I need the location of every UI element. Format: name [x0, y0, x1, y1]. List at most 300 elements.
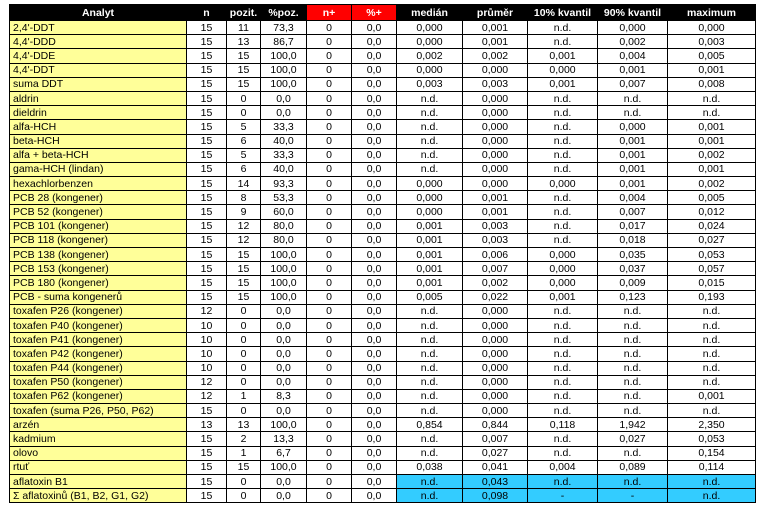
- value-cell-median: n.d.: [397, 106, 463, 120]
- value-cell-n-plus: 0: [307, 77, 352, 91]
- value-cell-n-plus: 0: [307, 177, 352, 191]
- value-cell-pozit: 12: [227, 233, 261, 247]
- value-cell-kvantil-10: 0,000: [528, 177, 598, 191]
- value-cell-maximum: n.d.: [668, 318, 756, 332]
- value-cell-kvantil-10: n.d.: [528, 106, 598, 120]
- value-cell-pct-plus: 0,0: [352, 91, 397, 105]
- value-cell-pozit: 9: [227, 205, 261, 219]
- value-cell-median: n.d.: [397, 389, 463, 403]
- value-cell-pct-plus: 0,0: [352, 35, 397, 49]
- value-cell-kvantil-10: n.d.: [528, 120, 598, 134]
- value-cell-maximum: 0,027: [668, 233, 756, 247]
- value-cell-pct-poz: 0,0: [261, 489, 307, 503]
- analyte-cell: 4,4'-DDD: [10, 35, 187, 49]
- value-cell-n: 15: [187, 49, 227, 63]
- table-row: [10, 418, 756, 432]
- value-cell-maximum: 0,005: [668, 191, 756, 205]
- value-cell-pozit: 0: [227, 304, 261, 318]
- value-cell-median: 0,000: [397, 21, 463, 35]
- value-cell-pct-plus: 0,0: [352, 446, 397, 460]
- value-cell-n-plus: 0: [307, 49, 352, 63]
- analyte-cell: suma DDT: [10, 77, 187, 91]
- value-cell-prumer: 0,000: [463, 63, 528, 77]
- value-cell-prumer: 0,022: [463, 290, 528, 304]
- value-cell-pct-plus: 0,0: [352, 233, 397, 247]
- value-cell-n: 15: [187, 475, 227, 489]
- value-cell-n: 15: [187, 120, 227, 134]
- header-analyt: Analyt: [10, 5, 187, 21]
- header-prumer: průměr: [463, 5, 528, 21]
- value-cell-prumer: 0,007: [463, 262, 528, 276]
- value-cell-prumer: 0,003: [463, 233, 528, 247]
- value-cell-maximum: 0,001: [668, 63, 756, 77]
- table-row: [10, 191, 756, 205]
- value-cell-pozit: 0: [227, 333, 261, 347]
- value-cell-pct-plus: 0,0: [352, 318, 397, 332]
- value-cell-n-plus: 0: [307, 35, 352, 49]
- value-cell-pct-plus: 0,0: [352, 162, 397, 176]
- value-cell-kvantil-90: n.d.: [598, 347, 668, 361]
- value-cell-median: 0,854: [397, 418, 463, 432]
- value-cell-pct-poz: 100,0: [261, 49, 307, 63]
- value-cell-n-plus: 0: [307, 191, 352, 205]
- table-row: [10, 276, 756, 290]
- value-cell-n-plus: 0: [307, 418, 352, 432]
- value-cell-prumer: 0,000: [463, 333, 528, 347]
- value-cell-maximum: 0,193: [668, 290, 756, 304]
- analyte-cell: gama-HCH (lindan): [10, 162, 187, 176]
- value-cell-n-plus: 0: [307, 262, 352, 276]
- value-cell-maximum: 0,001: [668, 162, 756, 176]
- value-cell-pct-poz: 33,3: [261, 120, 307, 134]
- results-table: [9, 4, 756, 503]
- value-cell-pozit: 5: [227, 148, 261, 162]
- results-table-wrapper: [9, 4, 756, 503]
- value-cell-pozit: 15: [227, 276, 261, 290]
- value-cell-n-plus: 0: [307, 120, 352, 134]
- value-cell-kvantil-90: n.d.: [598, 304, 668, 318]
- header-maximum: maximum: [668, 5, 756, 21]
- value-cell-kvantil-90: 0,123: [598, 290, 668, 304]
- value-cell-n: 15: [187, 148, 227, 162]
- value-cell-pozit: 15: [227, 49, 261, 63]
- value-cell-kvantil-90: 1,942: [598, 418, 668, 432]
- value-cell-pct-plus: 0,0: [352, 375, 397, 389]
- value-cell-kvantil-10: 0,000: [528, 63, 598, 77]
- value-cell-n: 10: [187, 318, 227, 332]
- value-cell-pozit: 0: [227, 318, 261, 332]
- value-cell-prumer: 0,000: [463, 134, 528, 148]
- value-cell-pct-poz: 6,7: [261, 446, 307, 460]
- value-cell-prumer: 0,000: [463, 389, 528, 403]
- value-cell-median: n.d.: [397, 475, 463, 489]
- analyte-cell: Σ aflatoxinů (B1, B2, G1, G2): [10, 489, 187, 503]
- table-row: [10, 148, 756, 162]
- value-cell-pct-poz: 0,0: [261, 91, 307, 105]
- value-cell-pozit: 0: [227, 489, 261, 503]
- value-cell-kvantil-10: n.d.: [528, 333, 598, 347]
- value-cell-kvantil-90: n.d.: [598, 91, 668, 105]
- value-cell-n-plus: 0: [307, 233, 352, 247]
- value-cell-maximum: 0,154: [668, 446, 756, 460]
- header-kvantil-10: 10% kvantil: [528, 5, 598, 21]
- value-cell-kvantil-10: 0,001: [528, 49, 598, 63]
- value-cell-maximum: n.d.: [668, 361, 756, 375]
- value-cell-kvantil-10: -: [528, 489, 598, 503]
- analyte-cell: hexachlorbenzen: [10, 177, 187, 191]
- value-cell-median: n.d.: [397, 162, 463, 176]
- value-cell-pct-plus: 0,0: [352, 205, 397, 219]
- value-cell-kvantil-90: 0,002: [598, 35, 668, 49]
- value-cell-pct-plus: 0,0: [352, 219, 397, 233]
- value-cell-n: 15: [187, 404, 227, 418]
- value-cell-maximum: n.d.: [668, 91, 756, 105]
- value-cell-pct-poz: 40,0: [261, 162, 307, 176]
- value-cell-median: n.d.: [397, 375, 463, 389]
- value-cell-prumer: 0,001: [463, 205, 528, 219]
- value-cell-n-plus: 0: [307, 432, 352, 446]
- value-cell-n-plus: 0: [307, 63, 352, 77]
- value-cell-pct-poz: 73,3: [261, 21, 307, 35]
- analyte-cell: aldrin: [10, 91, 187, 105]
- value-cell-kvantil-10: n.d.: [528, 233, 598, 247]
- value-cell-pozit: 0: [227, 361, 261, 375]
- value-cell-pozit: 2: [227, 432, 261, 446]
- value-cell-kvantil-90: 0,001: [598, 134, 668, 148]
- value-cell-pct-poz: 100,0: [261, 290, 307, 304]
- value-cell-kvantil-90: 0,007: [598, 77, 668, 91]
- value-cell-n-plus: 0: [307, 148, 352, 162]
- value-cell-prumer: 0,000: [463, 304, 528, 318]
- value-cell-pct-plus: 0,0: [352, 460, 397, 474]
- value-cell-median: n.d.: [397, 361, 463, 375]
- value-cell-pozit: 15: [227, 77, 261, 91]
- value-cell-n-plus: 0: [307, 276, 352, 290]
- value-cell-pct-poz: 0,0: [261, 404, 307, 418]
- value-cell-median: n.d.: [397, 489, 463, 503]
- value-cell-pct-poz: 86,7: [261, 35, 307, 49]
- value-cell-kvantil-90: -: [598, 489, 668, 503]
- value-cell-kvantil-90: 0,001: [598, 148, 668, 162]
- value-cell-n: 10: [187, 333, 227, 347]
- value-cell-pct-plus: 0,0: [352, 120, 397, 134]
- table-row: [10, 120, 756, 134]
- table-row: [10, 262, 756, 276]
- value-cell-pct-plus: 0,0: [352, 177, 397, 191]
- value-cell-pct-poz: 0,0: [261, 347, 307, 361]
- analyte-cell: PCB 180 (kongener): [10, 276, 187, 290]
- value-cell-prumer: 0,000: [463, 106, 528, 120]
- value-cell-n-plus: 0: [307, 404, 352, 418]
- value-cell-pct-plus: 0,0: [352, 134, 397, 148]
- value-cell-pct-plus: 0,0: [352, 361, 397, 375]
- table-row: [10, 205, 756, 219]
- value-cell-n: 10: [187, 347, 227, 361]
- value-cell-maximum: 0,012: [668, 205, 756, 219]
- value-cell-maximum: n.d.: [668, 304, 756, 318]
- value-cell-prumer: 0,041: [463, 460, 528, 474]
- table-row: [10, 361, 756, 375]
- value-cell-prumer: 0,000: [463, 91, 528, 105]
- value-cell-pozit: 13: [227, 418, 261, 432]
- value-cell-pct-poz: 0,0: [261, 361, 307, 375]
- value-cell-median: 0,000: [397, 177, 463, 191]
- value-cell-kvantil-10: n.d.: [528, 91, 598, 105]
- analyte-cell: PCB 138 (kongener): [10, 248, 187, 262]
- value-cell-kvantil-10: n.d.: [528, 389, 598, 403]
- value-cell-kvantil-10: 0,004: [528, 460, 598, 474]
- header-pozit: pozit.: [227, 5, 261, 21]
- value-cell-pozit: 1: [227, 446, 261, 460]
- value-cell-kvantil-90: n.d.: [598, 446, 668, 460]
- value-cell-n-plus: 0: [307, 21, 352, 35]
- value-cell-n-plus: 0: [307, 475, 352, 489]
- value-cell-pct-plus: 0,0: [352, 49, 397, 63]
- value-cell-pozit: 0: [227, 347, 261, 361]
- value-cell-n-plus: 0: [307, 106, 352, 120]
- value-cell-pct-poz: 100,0: [261, 276, 307, 290]
- value-cell-maximum: 0,008: [668, 77, 756, 91]
- value-cell-pozit: 14: [227, 177, 261, 191]
- value-cell-n: 15: [187, 290, 227, 304]
- value-cell-pct-poz: 40,0: [261, 134, 307, 148]
- value-cell-kvantil-10: n.d.: [528, 361, 598, 375]
- table-row: [10, 21, 756, 35]
- value-cell-pozit: 1: [227, 389, 261, 403]
- table-row: [10, 460, 756, 474]
- value-cell-pct-poz: 0,0: [261, 475, 307, 489]
- value-cell-maximum: 0,002: [668, 177, 756, 191]
- value-cell-n: 12: [187, 375, 227, 389]
- value-cell-maximum: n.d.: [668, 475, 756, 489]
- value-cell-n-plus: 0: [307, 389, 352, 403]
- value-cell-maximum: 0,001: [668, 120, 756, 134]
- value-cell-prumer: 0,000: [463, 148, 528, 162]
- value-cell-kvantil-90: 0,001: [598, 63, 668, 77]
- table-row: [10, 233, 756, 247]
- value-cell-prumer: 0,000: [463, 404, 528, 418]
- value-cell-prumer: 0,000: [463, 347, 528, 361]
- value-cell-prumer: 0,001: [463, 21, 528, 35]
- value-cell-n-plus: 0: [307, 248, 352, 262]
- value-cell-median: 0,000: [397, 205, 463, 219]
- value-cell-kvantil-10: 0,000: [528, 248, 598, 262]
- value-cell-pozit: 6: [227, 134, 261, 148]
- table-row: [10, 389, 756, 403]
- value-cell-median: n.d.: [397, 148, 463, 162]
- value-cell-prumer: 0,002: [463, 49, 528, 63]
- value-cell-pct-plus: 0,0: [352, 148, 397, 162]
- table-row: [10, 375, 756, 389]
- value-cell-pozit: 6: [227, 162, 261, 176]
- value-cell-n: 15: [187, 446, 227, 460]
- value-cell-pozit: 8: [227, 191, 261, 205]
- value-cell-median: n.d.: [397, 347, 463, 361]
- value-cell-pct-plus: 0,0: [352, 347, 397, 361]
- value-cell-maximum: 0,053: [668, 248, 756, 262]
- value-cell-kvantil-90: n.d.: [598, 475, 668, 489]
- table-row: [10, 248, 756, 262]
- table-row: [10, 177, 756, 191]
- value-cell-pct-plus: 0,0: [352, 475, 397, 489]
- value-cell-kvantil-10: 0,000: [528, 262, 598, 276]
- value-cell-n: 15: [187, 432, 227, 446]
- table-row: [10, 446, 756, 460]
- table-row: [10, 219, 756, 233]
- value-cell-pct-poz: 0,0: [261, 318, 307, 332]
- analyte-cell: alfa-HCH: [10, 120, 187, 134]
- value-cell-kvantil-10: n.d.: [528, 432, 598, 446]
- value-cell-kvantil-10: n.d.: [528, 191, 598, 205]
- value-cell-median: n.d.: [397, 91, 463, 105]
- analyte-cell: toxafen P40 (kongener): [10, 318, 187, 332]
- header-row: [10, 5, 756, 21]
- value-cell-prumer: 0,000: [463, 361, 528, 375]
- value-cell-n-plus: 0: [307, 304, 352, 318]
- value-cell-pct-plus: 0,0: [352, 262, 397, 276]
- value-cell-n: 15: [187, 233, 227, 247]
- value-cell-n: 15: [187, 276, 227, 290]
- value-cell-n: 10: [187, 361, 227, 375]
- analyte-cell: PCB 118 (kongener): [10, 233, 187, 247]
- value-cell-prumer: 0,844: [463, 418, 528, 432]
- value-cell-n: 15: [187, 63, 227, 77]
- value-cell-pct-poz: 80,0: [261, 219, 307, 233]
- value-cell-n: 12: [187, 304, 227, 318]
- value-cell-pct-plus: 0,0: [352, 191, 397, 205]
- analyte-cell: toxafen P44 (kongener): [10, 361, 187, 375]
- value-cell-pozit: 0: [227, 475, 261, 489]
- value-cell-median: 0,001: [397, 219, 463, 233]
- table-row: [10, 35, 756, 49]
- value-cell-n: 15: [187, 91, 227, 105]
- value-cell-median: n.d.: [397, 404, 463, 418]
- value-cell-kvantil-90: 0,004: [598, 191, 668, 205]
- value-cell-maximum: 0,057: [668, 262, 756, 276]
- value-cell-prumer: 0,000: [463, 120, 528, 134]
- value-cell-kvantil-90: 0,009: [598, 276, 668, 290]
- value-cell-pozit: 12: [227, 219, 261, 233]
- value-cell-kvantil-10: n.d.: [528, 134, 598, 148]
- value-cell-prumer: 0,001: [463, 191, 528, 205]
- value-cell-median: 0,005: [397, 290, 463, 304]
- value-cell-median: n.d.: [397, 318, 463, 332]
- value-cell-kvantil-10: 0,001: [528, 290, 598, 304]
- value-cell-kvantil-10: n.d.: [528, 404, 598, 418]
- value-cell-n-plus: 0: [307, 91, 352, 105]
- value-cell-maximum: n.d.: [668, 404, 756, 418]
- table-row: [10, 106, 756, 120]
- value-cell-n: 15: [187, 162, 227, 176]
- value-cell-maximum: n.d.: [668, 333, 756, 347]
- value-cell-n: 15: [187, 35, 227, 49]
- value-cell-median: n.d.: [397, 134, 463, 148]
- value-cell-pct-poz: 100,0: [261, 262, 307, 276]
- value-cell-pct-poz: 0,0: [261, 333, 307, 347]
- table-row: [10, 347, 756, 361]
- value-cell-kvantil-90: 0,001: [598, 177, 668, 191]
- analyte-cell: 2,4'-DDT: [10, 21, 187, 35]
- analyte-cell: PCB 101 (kongener): [10, 219, 187, 233]
- value-cell-pct-plus: 0,0: [352, 418, 397, 432]
- value-cell-median: 0,003: [397, 77, 463, 91]
- value-cell-n-plus: 0: [307, 162, 352, 176]
- value-cell-maximum: 0,024: [668, 219, 756, 233]
- value-cell-prumer: 0,003: [463, 77, 528, 91]
- value-cell-pct-poz: 0,0: [261, 106, 307, 120]
- value-cell-n: 15: [187, 205, 227, 219]
- value-cell-pct-plus: 0,0: [352, 489, 397, 503]
- table-row: [10, 77, 756, 91]
- value-cell-pozit: 15: [227, 63, 261, 77]
- value-cell-kvantil-90: n.d.: [598, 404, 668, 418]
- analyte-cell: toxafen (suma P26, P50, P62): [10, 404, 187, 418]
- table-row: [10, 49, 756, 63]
- value-cell-median: n.d.: [397, 333, 463, 347]
- value-cell-kvantil-90: 0,018: [598, 233, 668, 247]
- value-cell-pct-plus: 0,0: [352, 63, 397, 77]
- value-cell-kvantil-90: n.d.: [598, 333, 668, 347]
- value-cell-median: 0,000: [397, 63, 463, 77]
- value-cell-median: 0,000: [397, 35, 463, 49]
- value-cell-prumer: 0,003: [463, 219, 528, 233]
- value-cell-n: 15: [187, 219, 227, 233]
- value-cell-pct-plus: 0,0: [352, 304, 397, 318]
- table-body: [10, 21, 756, 503]
- value-cell-pct-poz: 80,0: [261, 233, 307, 247]
- value-cell-pct-poz: 93,3: [261, 177, 307, 191]
- value-cell-prumer: 0,000: [463, 162, 528, 176]
- value-cell-kvantil-90: 0,017: [598, 219, 668, 233]
- analyte-cell: toxafen P50 (kongener): [10, 375, 187, 389]
- value-cell-pozit: 15: [227, 248, 261, 262]
- value-cell-pct-poz: 60,0: [261, 205, 307, 219]
- analyte-cell: PCB - suma kongenerů: [10, 290, 187, 304]
- value-cell-kvantil-10: n.d.: [528, 162, 598, 176]
- value-cell-median: 0,002: [397, 49, 463, 63]
- value-cell-n: 15: [187, 191, 227, 205]
- table-row: [10, 91, 756, 105]
- value-cell-kvantil-90: n.d.: [598, 375, 668, 389]
- table-row: [10, 134, 756, 148]
- value-cell-n: 15: [187, 262, 227, 276]
- value-cell-pozit: 0: [227, 106, 261, 120]
- header-pct-plus: %+: [352, 5, 397, 21]
- value-cell-prumer: 0,043: [463, 475, 528, 489]
- value-cell-maximum: n.d.: [668, 347, 756, 361]
- value-cell-kvantil-10: n.d.: [528, 475, 598, 489]
- value-cell-pct-poz: 0,0: [261, 375, 307, 389]
- analyte-cell: rtuť: [10, 460, 187, 474]
- header-n-plus: n+: [307, 5, 352, 21]
- value-cell-n: 15: [187, 177, 227, 191]
- value-cell-n: 12: [187, 389, 227, 403]
- value-cell-pct-plus: 0,0: [352, 432, 397, 446]
- value-cell-pozit: 0: [227, 404, 261, 418]
- value-cell-pct-poz: 100,0: [261, 77, 307, 91]
- analyte-cell: PCB 52 (kongener): [10, 205, 187, 219]
- value-cell-kvantil-10: n.d.: [528, 219, 598, 233]
- value-cell-n: 15: [187, 21, 227, 35]
- analyte-cell: PCB 28 (kongener): [10, 191, 187, 205]
- value-cell-median: 0,001: [397, 233, 463, 247]
- value-cell-n: 15: [187, 489, 227, 503]
- value-cell-n: 13: [187, 418, 227, 432]
- value-cell-maximum: 0,001: [668, 134, 756, 148]
- value-cell-kvantil-90: n.d.: [598, 106, 668, 120]
- value-cell-maximum: n.d.: [668, 489, 756, 503]
- value-cell-pozit: 15: [227, 460, 261, 474]
